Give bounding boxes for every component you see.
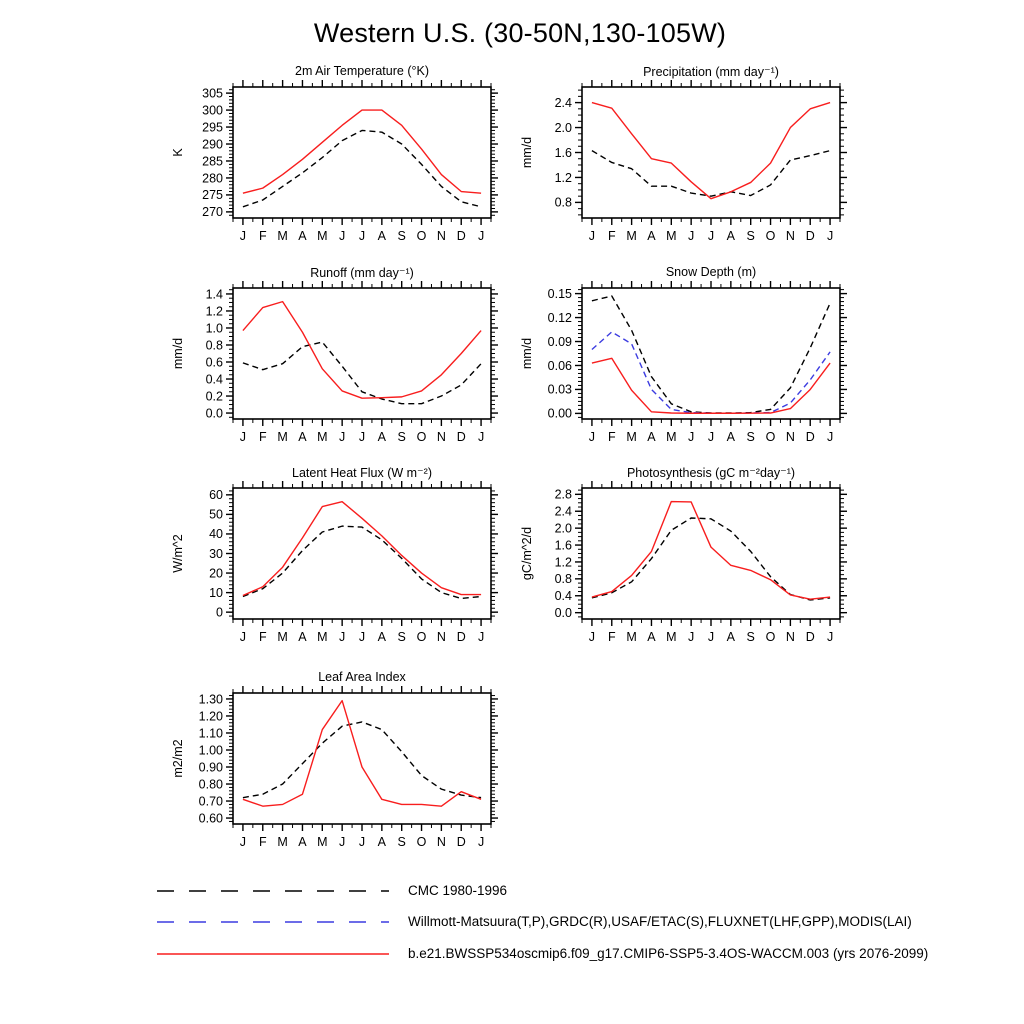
legend-item-willmott-obs — [155, 913, 912, 931]
svg-text:M: M — [626, 630, 637, 644]
chart-air-temperature — [155, 64, 499, 250]
svg-text:0.8: 0.8 — [205, 338, 223, 353]
svg-text:D: D — [456, 430, 466, 444]
chart-canvas-runoff — [155, 280, 499, 450]
svg-text:0.06: 0.06 — [547, 358, 572, 373]
svg-text:S: S — [397, 630, 406, 644]
svg-text:1.2: 1.2 — [205, 304, 223, 319]
svg-text:290: 290 — [202, 137, 223, 152]
svg-text:A: A — [377, 835, 387, 849]
svg-text:N: N — [785, 229, 795, 243]
svg-text:J: J — [239, 630, 247, 644]
svg-text:0.70: 0.70 — [198, 794, 223, 809]
svg-text:0.15: 0.15 — [547, 286, 572, 301]
svg-text:M: M — [317, 430, 328, 444]
svg-text:N: N — [785, 630, 795, 644]
svg-text:1.4: 1.4 — [205, 287, 223, 302]
svg-text:0.0: 0.0 — [554, 605, 572, 620]
svg-text:J: J — [358, 430, 366, 444]
svg-text:J: J — [477, 430, 485, 444]
legend-label-willmott-obs: Willmott-Matsuura(T,P),GRDC(R),USAF/ETAC(S),FLUXNET(LHF,GPP),MODIS(LAI) — [408, 914, 912, 930]
svg-text:J: J — [688, 229, 695, 243]
svg-text:J: J — [358, 630, 366, 644]
svg-text:300: 300 — [202, 103, 223, 118]
svg-text:D: D — [456, 630, 466, 644]
svg-text:0.80: 0.80 — [198, 777, 223, 792]
svg-text:A: A — [726, 630, 736, 644]
svg-text:W/m^2: W/m^2 — [171, 534, 185, 573]
svg-text:J: J — [239, 430, 247, 444]
svg-text:0.12: 0.12 — [547, 310, 572, 325]
svg-text:O: O — [765, 630, 776, 644]
svg-text:J: J — [339, 835, 346, 849]
page-title: Western U.S. (30-50N,130-105W) — [313, 18, 727, 48]
svg-text:1.20: 1.20 — [198, 709, 223, 724]
svg-text:A: A — [377, 430, 387, 444]
svg-text:F: F — [258, 229, 267, 243]
svg-text:A: A — [647, 630, 656, 644]
svg-text:A: A — [726, 430, 736, 444]
svg-text:mm/d: mm/d — [520, 337, 534, 370]
svg-text:F: F — [607, 630, 616, 644]
svg-text:O: O — [416, 430, 427, 444]
chart-title-runoff: Runoff (mm day⁻¹) — [310, 266, 414, 280]
svg-text:K: K — [171, 148, 185, 157]
svg-text:295: 295 — [202, 120, 223, 135]
svg-text:J: J — [239, 835, 247, 849]
svg-text:S: S — [746, 229, 755, 243]
svg-text:M: M — [277, 430, 288, 444]
svg-text:60: 60 — [209, 488, 223, 503]
svg-text:D: D — [805, 430, 815, 444]
svg-text:0.8: 0.8 — [554, 572, 572, 587]
svg-text:J: J — [358, 835, 366, 849]
chart-canvas-snow-depth — [504, 280, 848, 450]
legend-label-model-run: b.e21.BWSSP534oscmip6.f09_g17.CMIP6-SSP5-3.4OS-WACCM.003 (yrs 2076-2099) — [408, 946, 929, 962]
svg-text:J: J — [588, 430, 596, 444]
svg-text:J: J — [707, 430, 715, 444]
chart-leaf-area-index — [155, 670, 499, 856]
svg-text:F: F — [607, 430, 616, 444]
svg-text:M: M — [626, 430, 637, 444]
svg-text:M: M — [666, 430, 677, 444]
svg-text:F: F — [258, 835, 267, 849]
svg-text:D: D — [456, 835, 466, 849]
svg-text:20: 20 — [209, 566, 223, 581]
svg-text:2.4: 2.4 — [554, 504, 572, 519]
svg-text:S: S — [746, 630, 755, 644]
svg-text:M: M — [277, 229, 288, 243]
svg-text:O: O — [416, 630, 427, 644]
svg-text:280: 280 — [202, 171, 223, 186]
svg-text:J: J — [688, 630, 695, 644]
svg-text:D: D — [805, 630, 815, 644]
svg-text:J: J — [826, 229, 834, 243]
svg-text:J: J — [826, 430, 834, 444]
chart-canvas-precipitation — [504, 79, 848, 249]
chart-title-precipitation: Precipitation (mm day⁻¹) — [643, 65, 779, 79]
svg-text:1.2: 1.2 — [554, 555, 572, 570]
svg-text:A: A — [647, 430, 656, 444]
svg-text:J: J — [339, 430, 346, 444]
svg-text:A: A — [726, 229, 736, 243]
svg-text:1.0: 1.0 — [205, 321, 223, 336]
svg-text:J: J — [477, 835, 485, 849]
svg-text:S: S — [746, 430, 755, 444]
svg-text:2.4: 2.4 — [554, 95, 572, 110]
chart-title-photosynthesis: Photosynthesis (gC m⁻²day⁻¹) — [626, 466, 796, 480]
svg-text:50: 50 — [209, 507, 223, 522]
svg-text:0.90: 0.90 — [198, 760, 223, 775]
svg-text:0.60: 0.60 — [198, 811, 223, 826]
svg-text:2.8: 2.8 — [554, 487, 572, 502]
svg-text:O: O — [765, 430, 776, 444]
svg-text:O: O — [765, 229, 776, 243]
svg-text:275: 275 — [202, 188, 223, 203]
svg-text:0.00: 0.00 — [547, 406, 572, 421]
svg-text:S: S — [397, 430, 406, 444]
svg-text:gC/m^2/d: gC/m^2/d — [520, 526, 534, 581]
svg-text:J: J — [707, 229, 715, 243]
legend-item-model-run — [155, 945, 928, 963]
svg-text:0.8: 0.8 — [554, 195, 572, 210]
chart-title-latent-heat-flux: Latent Heat Flux (W m⁻²) — [292, 466, 432, 480]
svg-text:J: J — [477, 229, 485, 243]
svg-text:30: 30 — [209, 546, 223, 561]
svg-text:S: S — [397, 229, 406, 243]
svg-text:M: M — [277, 630, 288, 644]
svg-text:0.2: 0.2 — [205, 389, 223, 404]
legend-line-sample-willmott-obs — [155, 917, 391, 927]
svg-text:1.6: 1.6 — [554, 538, 572, 553]
svg-text:J: J — [339, 229, 346, 243]
svg-text:A: A — [377, 229, 387, 243]
svg-text:40: 40 — [209, 527, 223, 542]
svg-text:J: J — [477, 630, 485, 644]
svg-text:M: M — [666, 229, 677, 243]
svg-text:M: M — [626, 229, 637, 243]
svg-text:J: J — [358, 229, 366, 243]
svg-text:O: O — [416, 835, 427, 849]
svg-text:285: 285 — [202, 154, 223, 169]
svg-text:J: J — [339, 630, 346, 644]
svg-text:A: A — [298, 630, 307, 644]
svg-text:0.4: 0.4 — [205, 372, 223, 387]
svg-text:A: A — [298, 835, 307, 849]
svg-text:1.2: 1.2 — [554, 170, 572, 185]
svg-text:1.10: 1.10 — [198, 726, 223, 741]
chart-title-snow-depth: Snow Depth (m) — [665, 265, 757, 279]
chart-precipitation — [504, 64, 848, 250]
chart-canvas-air-temperature — [155, 79, 499, 249]
svg-text:F: F — [607, 229, 616, 243]
legend-line-sample-cmc — [155, 886, 391, 896]
chart-photosynthesis — [504, 465, 848, 651]
svg-text:A: A — [647, 229, 656, 243]
svg-text:J: J — [239, 229, 247, 243]
legend-label-cmc: CMC 1980-1996 — [408, 883, 508, 899]
chart-latent-heat-flux — [155, 465, 499, 651]
legend-item-cmc — [155, 882, 507, 900]
svg-text:mm/d: mm/d — [520, 136, 534, 169]
svg-text:270: 270 — [202, 205, 223, 220]
svg-text:S: S — [397, 835, 406, 849]
chart-title-leaf-area-index: Leaf Area Index — [318, 670, 406, 684]
svg-text:M: M — [317, 229, 328, 243]
svg-text:0.03: 0.03 — [547, 382, 572, 397]
svg-text:N: N — [436, 430, 446, 444]
svg-text:M: M — [666, 630, 677, 644]
svg-text:J: J — [588, 630, 596, 644]
svg-text:N: N — [436, 835, 446, 849]
svg-text:N: N — [436, 630, 446, 644]
svg-text:305: 305 — [202, 86, 223, 101]
svg-text:mm/d: mm/d — [171, 337, 185, 370]
svg-text:m2/m2: m2/m2 — [171, 739, 185, 778]
svg-text:N: N — [436, 229, 446, 243]
legend-line-sample-model-run — [155, 949, 391, 959]
svg-text:F: F — [258, 430, 267, 444]
chart-canvas-photosynthesis — [504, 480, 848, 650]
svg-text:M: M — [317, 630, 328, 644]
svg-text:2.0: 2.0 — [554, 521, 572, 536]
svg-text:D: D — [805, 229, 815, 243]
svg-text:0: 0 — [216, 605, 223, 620]
chart-canvas-leaf-area-index — [155, 685, 499, 855]
svg-text:D: D — [456, 229, 466, 243]
chart-title-air-temperature: 2m Air Temperature (°K) — [295, 64, 429, 78]
svg-text:0.6: 0.6 — [205, 355, 223, 370]
svg-text:1.00: 1.00 — [198, 743, 223, 758]
svg-text:1.30: 1.30 — [198, 692, 223, 707]
chart-snow-depth — [504, 265, 848, 451]
svg-text:M: M — [317, 835, 328, 849]
chart-runoff — [155, 265, 499, 451]
svg-text:J: J — [588, 229, 596, 243]
svg-text:A: A — [298, 229, 307, 243]
svg-text:0.09: 0.09 — [547, 334, 572, 349]
svg-text:M: M — [277, 835, 288, 849]
svg-text:A: A — [298, 430, 307, 444]
svg-text:1.6: 1.6 — [554, 145, 572, 160]
svg-text:J: J — [707, 630, 715, 644]
svg-text:F: F — [258, 630, 267, 644]
svg-text:A: A — [377, 630, 387, 644]
svg-text:10: 10 — [209, 585, 223, 600]
chart-canvas-latent-heat-flux — [155, 480, 499, 650]
svg-text:0.4: 0.4 — [554, 589, 572, 604]
svg-text:J: J — [826, 630, 834, 644]
svg-text:J: J — [688, 430, 695, 444]
svg-text:0.0: 0.0 — [205, 406, 223, 421]
svg-text:N: N — [785, 430, 795, 444]
svg-text:2.0: 2.0 — [554, 120, 572, 135]
svg-text:O: O — [416, 229, 427, 243]
